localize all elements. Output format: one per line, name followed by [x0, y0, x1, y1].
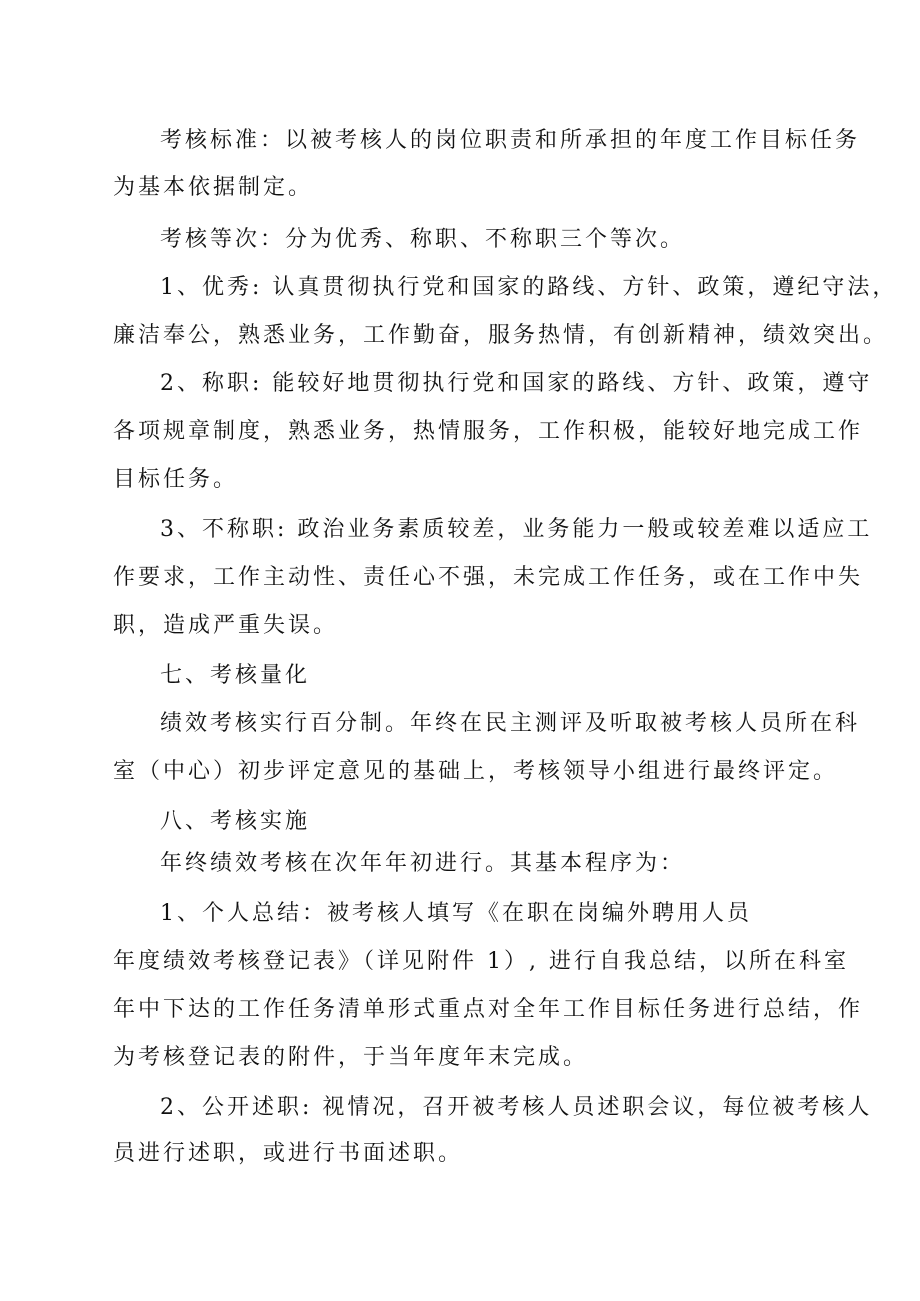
paragraph-line: 作要求，工作主动性、责任心不强，未完成工作任务，或在工作中失	[113, 565, 864, 590]
paragraph-line: 员进行述职，或进行书面述职。	[113, 1141, 464, 1166]
paragraph-line: 年度绩效考核登记表》（详见附件 1）, 进行自我总结，以所在科室	[113, 949, 849, 974]
paragraph-line: 2、称职: 能较好地贯彻执行党和国家的路线、方针、政策，遵守	[160, 371, 873, 396]
paragraph-line: 考核等次：分为优秀、称职、不称职三个等次。	[160, 227, 686, 252]
paragraph-line: 考核标准：以被考核人的岗位职责和所承担的年度工作目标任务	[160, 128, 861, 153]
paragraph-line: 目标任务。	[113, 467, 239, 492]
paragraph-line: 各项规章制度，熟悉业务，热情服务，工作积极，能较好地完成工作	[113, 419, 864, 444]
paragraph-line: 为基本依据制定。	[113, 175, 314, 200]
paragraph-line: 1、个人总结：被考核人填写《在职在岗编外聘用人员	[160, 901, 752, 926]
paragraph-line: 职，造成严重失误。	[113, 613, 339, 638]
paragraph-line: 年中下达的工作任务清单形式重点对全年工作目标任务进行总结，作	[113, 997, 864, 1022]
paragraph-line: 室（中心）初步评定意见的基础上，考核领导小组进行最终评定。	[113, 759, 839, 784]
paragraph-line: 1、优秀: 认真贯彻执行党和国家的路线、方针、政策，遵纪守法，	[160, 275, 898, 300]
paragraph-line: 3、不称职: 政治业务素质较差，业务能力一般或较差难以适应工	[160, 517, 873, 542]
section-heading: 八、考核实施	[160, 809, 311, 834]
paragraph-line: 年终绩效考核在次年年初进行。其基本程序为：	[160, 851, 686, 876]
paragraph-line: 廉洁奉公，熟悉业务，工作勤奋，服务热情，有创新精神，绩效突出。	[113, 323, 889, 348]
paragraph-line: 2、公开述职: 视情况，召开被考核人员述职会议，每位被考核人	[160, 1095, 873, 1120]
paragraph-line: 为考核登记表的附件，于当年度年末完成。	[113, 1045, 589, 1070]
section-heading: 七、考核量化	[160, 663, 311, 688]
paragraph-line: 绩效考核实行百分制。年终在民主测评及听取被考核人员所在科	[160, 711, 861, 736]
